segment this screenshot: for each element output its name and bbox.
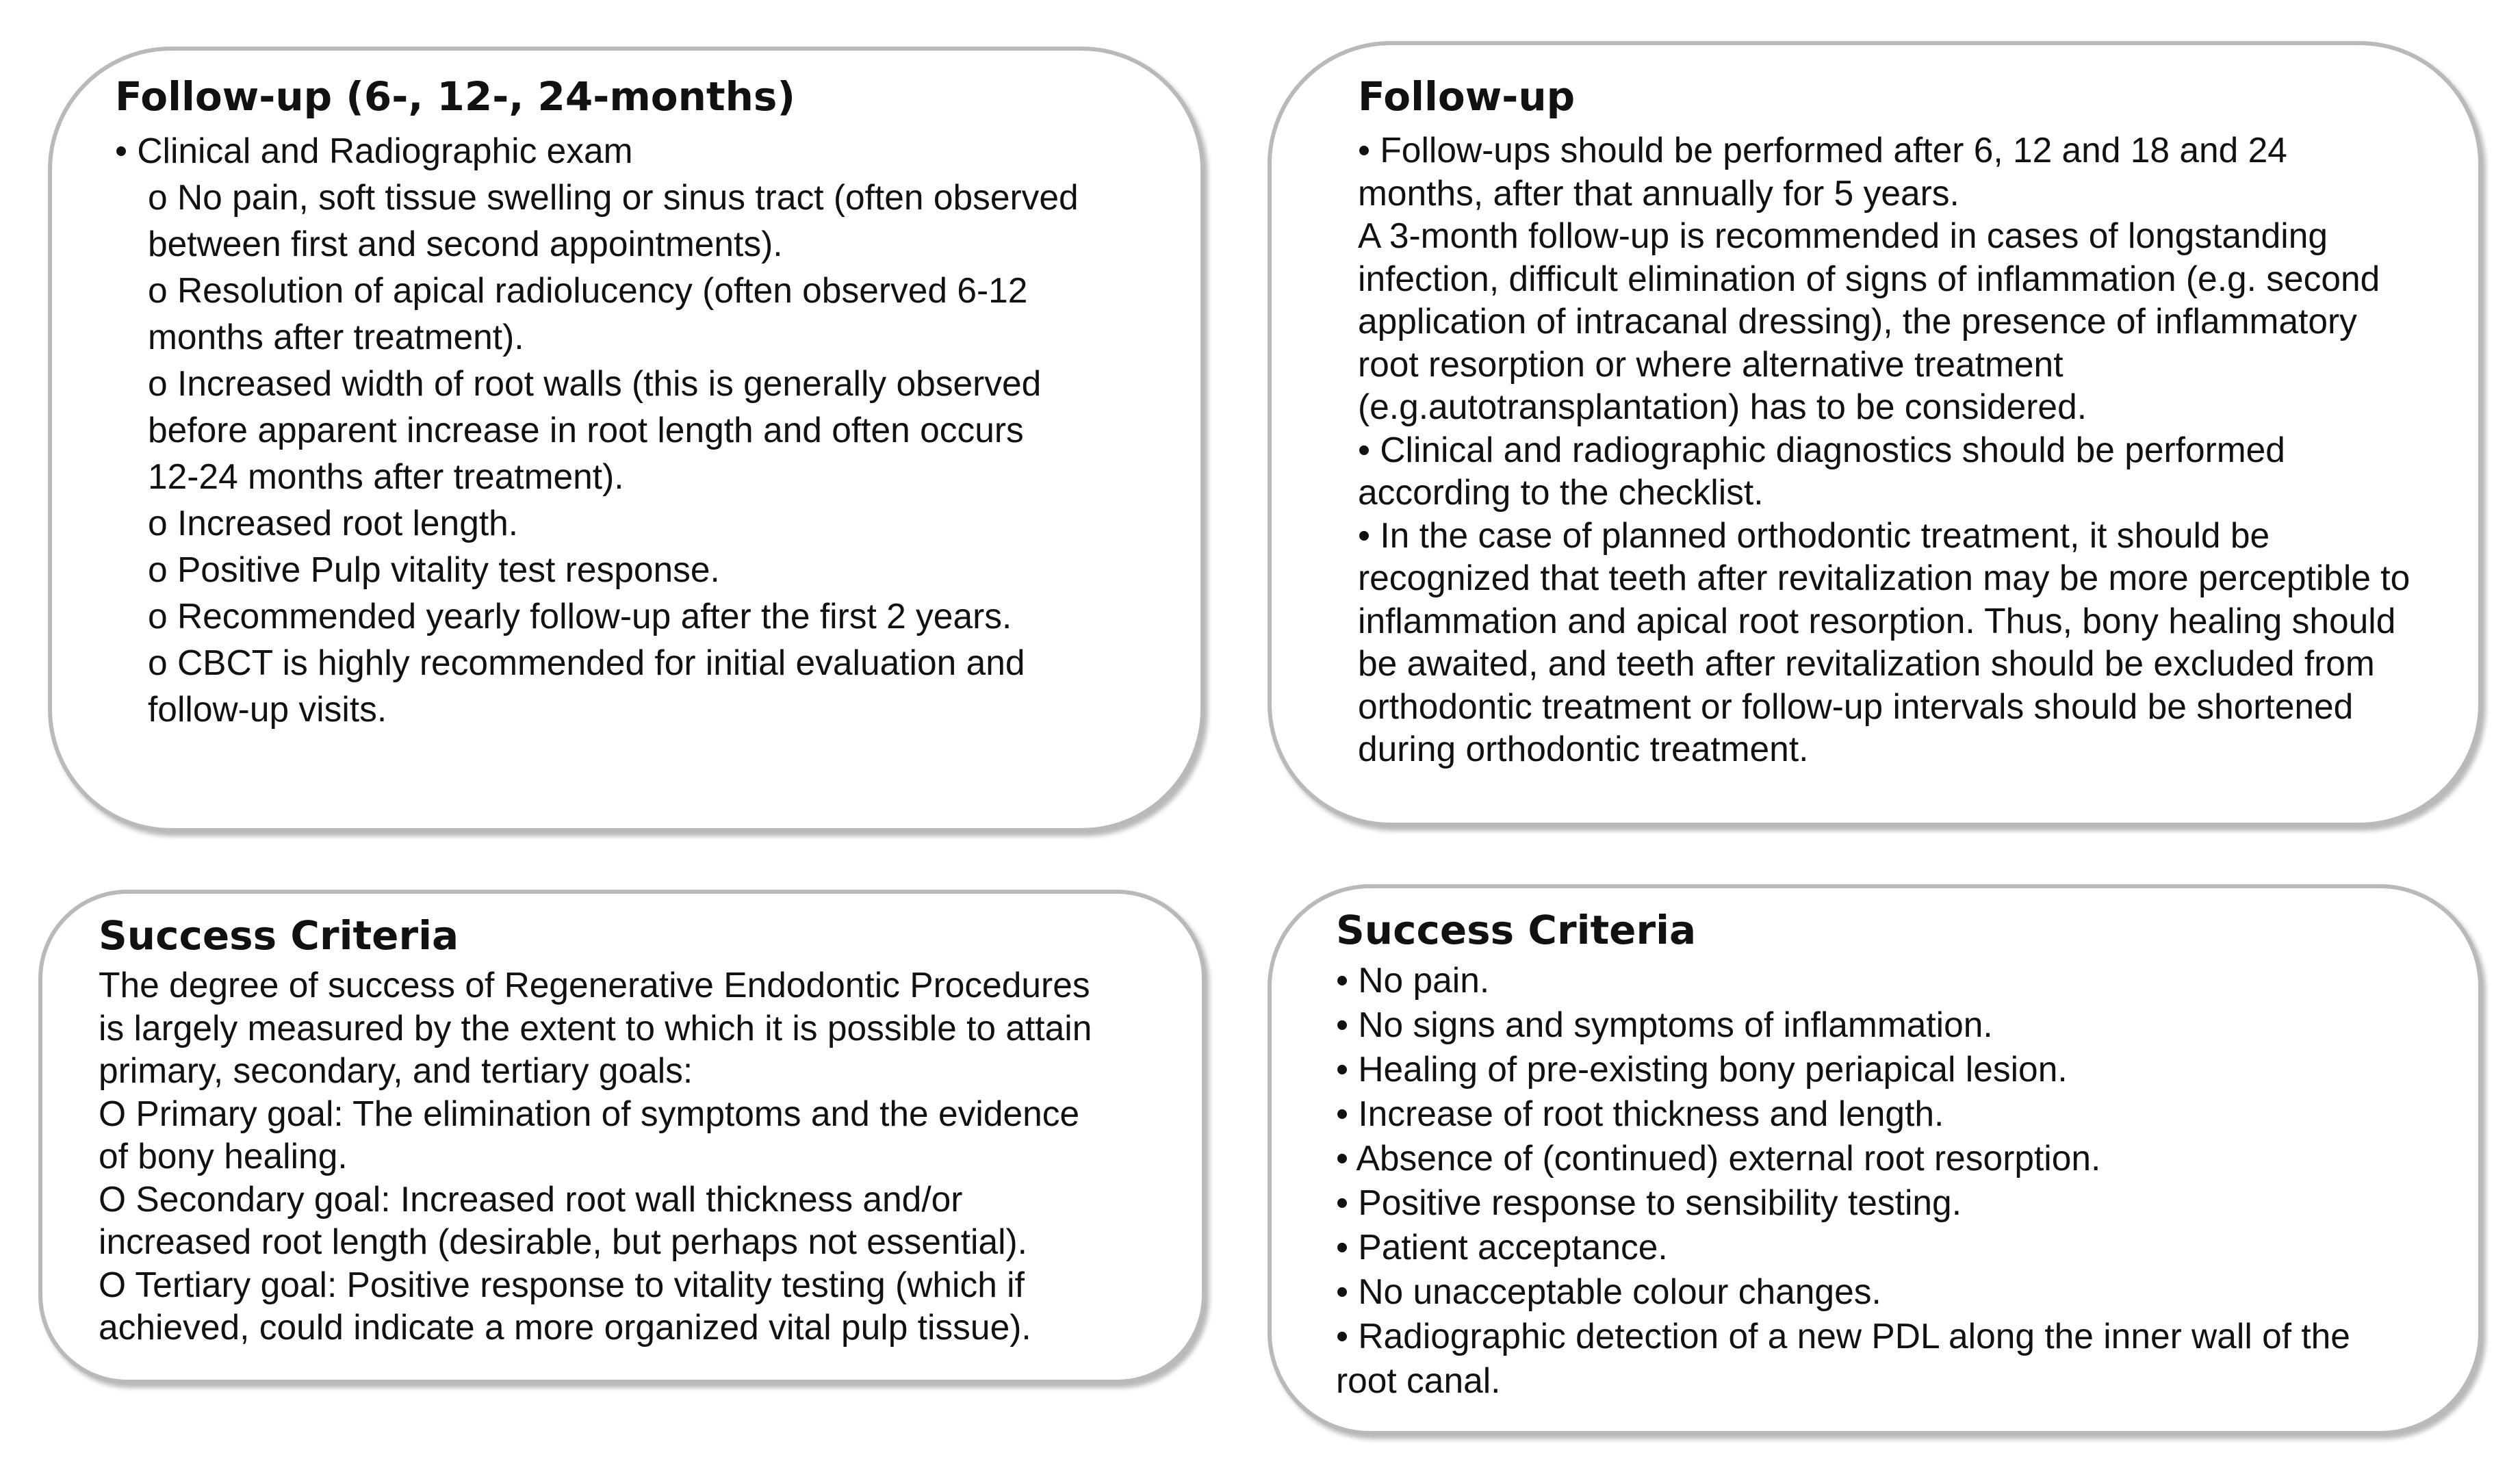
text-line: of bony healing.: [99, 1136, 348, 1176]
sub-item-continuation: 12-24 months after treatment).: [148, 456, 624, 496]
follow-up-months-card: [48, 47, 1205, 832]
bullet-item: • Absence of (continued) external root resorption.: [1336, 1138, 2101, 1178]
sub-item: o Recommended yearly follow-up after the first 2 years.: [148, 596, 1012, 636]
text-line: A 3-month follow-up is recommended in cases of longstanding: [1358, 216, 2328, 255]
card-body: [1336, 958, 2350, 1403]
bullet-item: • No unacceptable colour changes.: [1336, 1272, 1881, 1311]
text-line: months, after that annually for 5 years.: [1358, 172, 1959, 213]
text-line: • In the case of planned orthodontic treatment, it should be: [1358, 515, 2270, 555]
bullet-item: • Clinical and Radiographic exam: [115, 131, 633, 170]
text-line: O Secondary goal: Increased root wall thickness and/or: [99, 1178, 963, 1219]
card-body: [115, 127, 1079, 732]
success-criteria-goals-card: [38, 890, 1206, 1384]
text-line: O Primary goal: The elimination of symptoms and the evidence: [99, 1093, 1080, 1133]
sub-item: o Positive Pulp vitality test response.: [148, 550, 720, 589]
sub-item-continuation: between first and second appointments).: [148, 224, 783, 263]
text-line: according to the checklist.: [1358, 472, 1764, 512]
card-title: Follow-up (6-, 12-, 24-months): [115, 73, 795, 120]
text-line: O Tertiary goal: Positive response to vitality testing (which if: [99, 1264, 1025, 1304]
text-line: during orthodontic treatment.: [1358, 729, 1809, 769]
sub-item: o Increased width of root walls (this is generally observed: [148, 363, 1042, 403]
bullet-item: • Positive response to sensibility testing.: [1336, 1183, 1962, 1222]
text-line: orthodontic treatment or follow-up intervals should be shortened: [1358, 686, 2354, 726]
text-line: achieved, could indicate a more organized vital pulp tissue).: [99, 1307, 1031, 1347]
bullet-item: • Healing of pre-existing bony periapical lesion.: [1336, 1049, 2068, 1089]
bullet-item: • Patient acceptance.: [1336, 1227, 1668, 1267]
text-line: application of intracanal dressing), the presence of inflammatory: [1358, 301, 2357, 341]
bullet-item: • Increase of root thickness and length.: [1336, 1094, 1944, 1133]
text-line: (e.g.autotransplantation) has to be considered.: [1358, 387, 2087, 426]
text-line: • Follow-ups should be performed after 6, 12 and 18 and 24: [1358, 130, 2287, 170]
text-line: recognized that teeth after revitalization may be more perceptible to: [1358, 558, 2410, 597]
sub-item: o No pain, soft tissue swelling or sinus tract (often observed: [148, 177, 1079, 217]
sub-item: o CBCT is highly recommended for initial evaluation and: [148, 643, 1025, 682]
follow-up-card: [1268, 41, 2482, 827]
text-line: inflammation and apical root resorption. Thus, bony healing should: [1358, 600, 2396, 641]
text-line: • Clinical and radiographic diagnostics should be performed: [1358, 429, 2285, 469]
card-body: [99, 964, 1092, 1349]
sub-item-continuation: follow-up visits.: [148, 689, 387, 729]
bullet-item: • Radiographic detection of a new PDL along the inner wall of the: [1336, 1316, 2350, 1356]
sub-item: o Increased root length.: [148, 503, 519, 543]
text-line: increased root length (desirable, but perhaps not essential).: [99, 1222, 1027, 1261]
sub-item: o Resolution of apical radiolucency (often observed 6-12: [148, 270, 1028, 310]
bullet-item-continuation: root canal.: [1336, 1361, 1501, 1400]
sub-item-continuation: before apparent increase in root length and often occurs: [148, 410, 1024, 450]
success-criteria-list-card: [1268, 884, 2482, 1435]
text-line: be awaited, and teeth after revitalization should be excluded from: [1358, 643, 2375, 683]
card-title: Follow-up: [1358, 73, 1576, 120]
text-line: The degree of success of Regenerative Endodontic Procedures: [99, 965, 1090, 1005]
sub-item-continuation: months after treatment).: [148, 317, 524, 357]
text-line: primary, secondary, and tertiary goals:: [99, 1050, 693, 1090]
bullet-item: • No pain.: [1336, 960, 1490, 1000]
text-line: is largely measured by the extent to which it is possible to attain: [99, 1007, 1092, 1048]
text-line: infection, difficult elimination of signs of inflammation (e.g. second: [1358, 258, 2380, 298]
card-body: [1358, 129, 2410, 771]
card-title: Success Criteria: [1336, 907, 1697, 953]
bullet-item: • No signs and symptoms of inflammation.: [1336, 1005, 1993, 1044]
text-line: root resorption or where alternative treatment: [1358, 344, 2063, 384]
card-title: Success Criteria: [99, 912, 459, 959]
